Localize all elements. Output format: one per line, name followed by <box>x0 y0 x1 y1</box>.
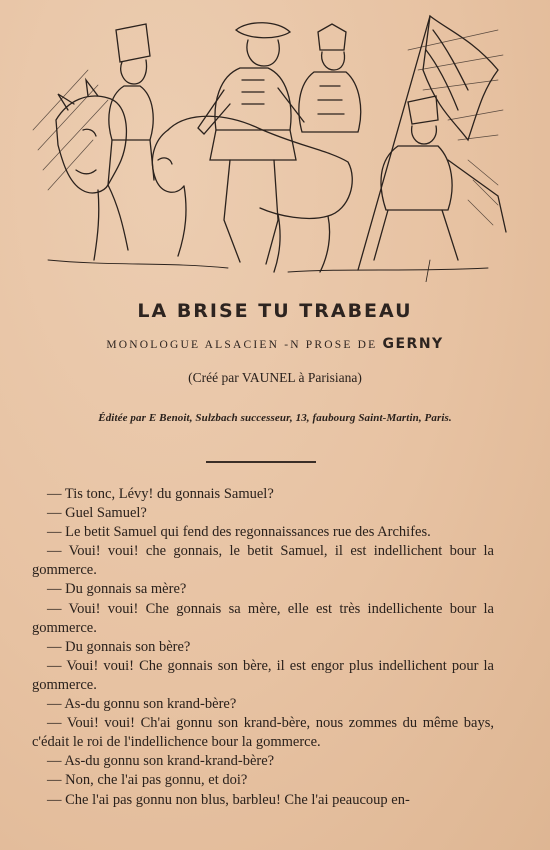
publisher-line: Éditée par E Benoit, Sulzbach successeur, 13, faubourg Saint-Martin, Paris. <box>98 412 452 424</box>
text-line: — Voui! voui! Che gonnais son bère, il est engor plus indellichent pour la gommerce. <box>32 657 494 693</box>
text-line: — Tis tonc, Lévy! du gonnais Samuel? <box>47 486 274 502</box>
text-line: — Che l'ai pas gonnu non blus, barbleu! Che l'ai peaucoup en- <box>47 791 410 808</box>
monologue-text <box>32 485 494 810</box>
text-line: — Non, che l'ai pas gonnu, et doi? <box>47 772 248 789</box>
soldiers-illustration <box>28 10 508 282</box>
text-line: — As-du gonnu son krand-krand-bère? <box>47 753 275 770</box>
author-name: GERNY <box>382 336 444 352</box>
text-line: — Voui! voui! che gonnais, le betit Samuel, il est indellichent bour la gommerce. <box>32 543 494 579</box>
created-by-note: (Créé par VAUNEL à Parisiana) <box>188 370 362 385</box>
text-line: — Guel Samuel? <box>47 505 147 522</box>
soldiers-with-horse-and-flag-illustration <box>28 10 508 282</box>
text-line: — Du gonnais sa mère? <box>47 581 187 598</box>
text-line: — Voui! voui! Ch'ai gonnu son krand-bère, nous zommes du même bays, c'édait le roi de l'indellichence bour la gommerce. <box>32 715 494 751</box>
divider-rule <box>206 461 316 463</box>
page-title: LA BRISE TU TRABEAU <box>137 300 413 322</box>
text-line: — Le betit Samuel qui fend des regonnaissances rue des Archifes. <box>47 524 431 541</box>
text-line: — Du gonnais son bère? <box>47 638 191 655</box>
subtitle-prefix: MONOLOGUE ALSACIEN -N PROSE DE <box>106 339 378 351</box>
text-line: — As-du gonnu son krand-bère? <box>47 696 237 713</box>
text-line: — Voui! voui! Che gonnais sa mère, elle est très indellichente bour la gommerce. <box>32 600 494 636</box>
subtitle <box>0 336 550 352</box>
